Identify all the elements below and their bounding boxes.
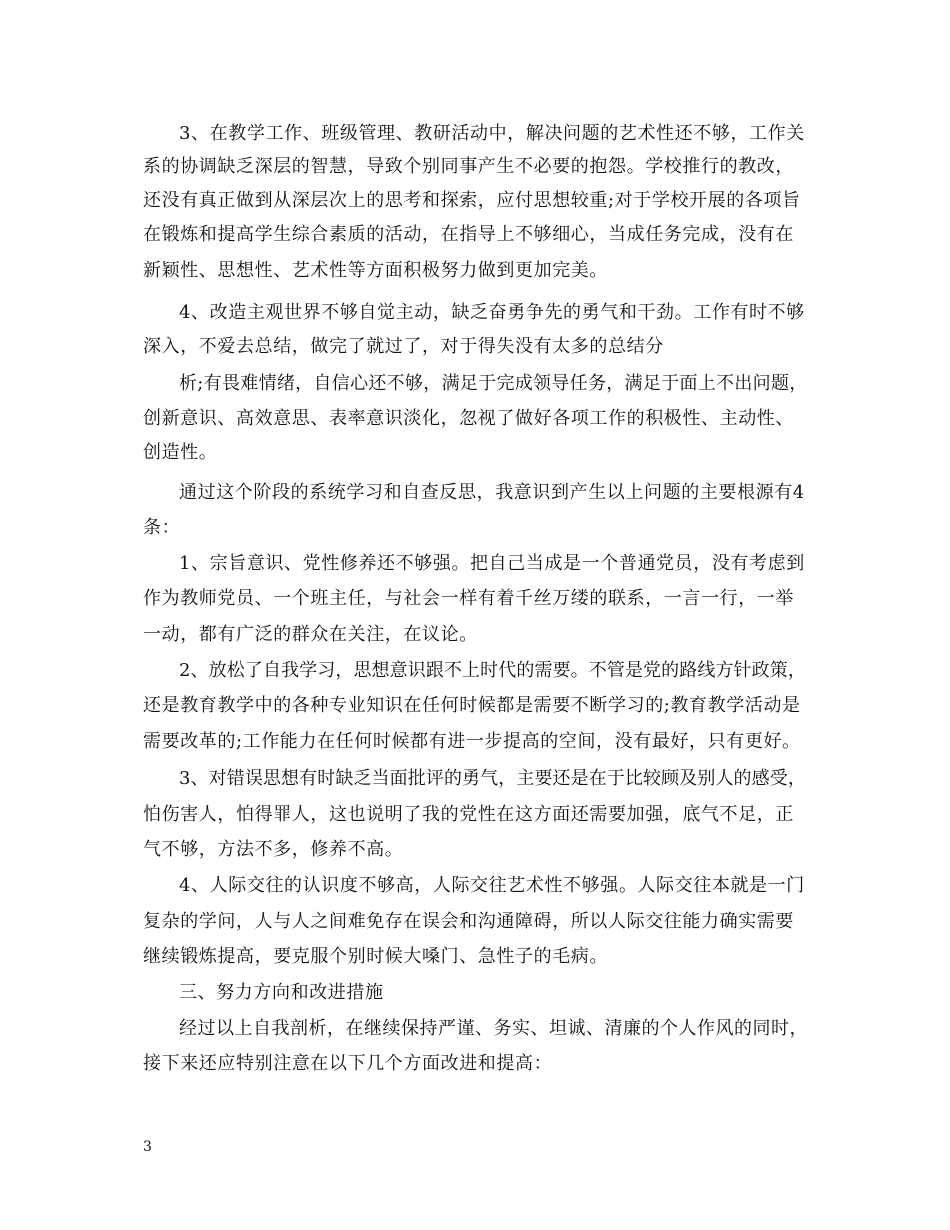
text-line: 还没有真正做到从深层次上的思考和探索，应付思想较重;对于学校开展的各项旨 — [143, 190, 801, 211]
text-line: 析;有畏难情绪，自信心还不够，满足于完成领导任务，满足于面上不出问题， — [179, 373, 808, 394]
text-line: 创新意识、高效意思、表率意识淡化，忽视了做好各项工作的积极性、主动性、 — [143, 408, 794, 429]
text-line: 3、在教学工作、班级管理、教研活动中，解决问题的艺术性还不够，工作关 — [179, 123, 805, 144]
text-line: 还是教育教学中的各种专业知识在任何时候都是需要不断学习的;教育教学活动是 — [143, 695, 801, 716]
text-line: 2、放松了自我学习，思想意识跟不上时代的需要。不管是党的路线方针政策， — [179, 660, 806, 681]
text-line: 接下来还应特别注意在以下几个方面改进和提高： — [143, 1053, 553, 1074]
text-line: 继续锻炼提高，要克服个别时候大嗓门、急性子的毛病。 — [143, 946, 608, 967]
section-heading: 三、努力方向和改进措施 — [179, 982, 384, 1003]
text-line: 1、宗旨意识、党性修养还不够强。把自己当成是一个普通党员，没有考虑到 — [179, 553, 805, 574]
text-line: 怕伤害人，怕得罪人，这也说明了我的党性在这方面还需要加强，底气不足，正 — [143, 804, 794, 825]
text-line: 在锻炼和提高学生综合素质的活动，在指导上不够细心，当成任务完成，没有在 — [143, 224, 794, 245]
text-line: 深入，不爱去总结，做完了就过了，对于得失没有太多的总结分 — [143, 336, 664, 357]
text-line: 一动，都有广泛的群众在关注，在议论。 — [143, 624, 478, 645]
text-line: 条： — [143, 517, 181, 538]
text-line: 经过以上自我剖析，在继续保持严谨、务实、坦诚、清廉的个人作风的同时， — [179, 1018, 808, 1039]
text-line: 3、对错误思想有时缺乏当面批评的勇气，主要还是在于比较顾及别人的感受， — [179, 768, 806, 789]
text-line: 复杂的学问，人与人之间难免存在误会和沟通障碍，所以人际交往能力确实需要 — [143, 911, 794, 932]
text-line: 4、人际交往的认识度不够高，人际交往艺术性不够强。人际交往本就是一门 — [179, 875, 805, 896]
text-line: 作为教师党员、一个班主任，与社会一样有着千丝万缕的联系，一言一行，一举 — [143, 588, 794, 609]
text-line: 新颖性、思想性、艺术性等方面积极努力做到更加完美。 — [143, 260, 608, 281]
text-line: 气不够，方法不多，修养不高。 — [143, 839, 404, 860]
text-line: 系的协调缺乏深层的智慧，导致个别同事产生不必要的抱怨。学校推行的教改， — [143, 156, 794, 177]
page-number: 3 — [143, 1139, 152, 1155]
text-line: 4、改造主观世界不够自觉主动，缺乏奋勇争先的勇气和干劲。工作有时不够 — [179, 302, 805, 323]
text-line: 通过这个阶段的系统学习和自查反思，我意识到产生以上问题的主要根源有4 — [179, 482, 805, 503]
text-line: 创造性。 — [143, 442, 218, 463]
text-line: 需要改革的;工作能力在任何时候都有进一步提高的空间，没有最好，只有更好。 — [143, 731, 801, 752]
